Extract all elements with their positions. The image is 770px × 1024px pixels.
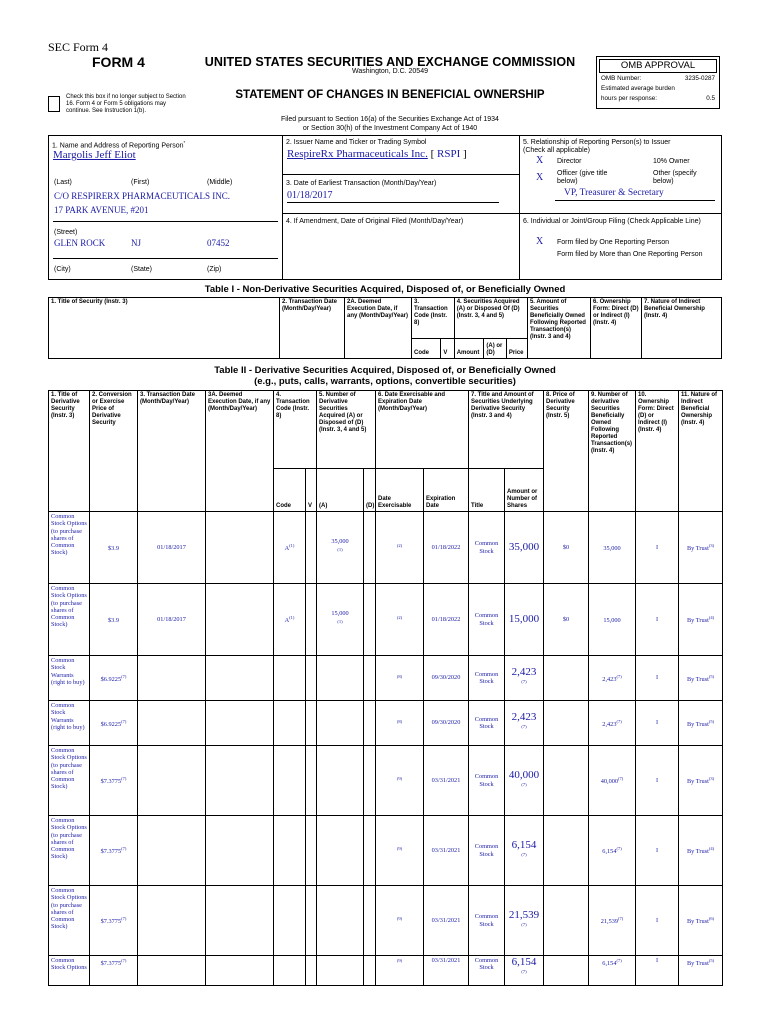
disposed-amount	[364, 584, 376, 656]
city-divider	[53, 258, 278, 259]
filing-type-box	[519, 213, 722, 280]
footnote-ref[interactable]: (7)	[521, 851, 527, 857]
table2-title-line-2: (e.g., puts, calls, warrants, options, convertible securities)	[254, 376, 516, 387]
nature-of-ownership	[679, 584, 723, 656]
acquired-amount	[317, 656, 364, 701]
table-row	[49, 956, 723, 986]
footnote-ref[interactable]: (5)	[708, 673, 715, 679]
expiration-date: 03/31/2021	[424, 956, 469, 986]
middle-label: (Middle)	[207, 179, 233, 186]
date-exercisable	[376, 512, 424, 584]
omb-burden-row	[601, 85, 715, 92]
table2-body	[49, 512, 723, 986]
v-cell	[306, 584, 317, 656]
derivative-security-title-link[interactable]: Common Stock Options (to purchase shares of Common Stock)	[51, 585, 87, 629]
underlying-amount: 2,423 $^{(7)}$	[505, 656, 544, 701]
disposed-amount	[364, 746, 376, 816]
conversion-price: $3.9	[90, 584, 138, 656]
amendment-label: 4. If Amendment, Date of Original Filed (Month/Day/Year)	[286, 218, 464, 225]
t2-header-conversion: 2. Conversion or Exercise Price of Derivative Security	[90, 391, 138, 512]
zip-label: (Zip)	[207, 266, 222, 273]
owned-following: 15,000	[589, 584, 636, 656]
t2-header-ownership-form: 10. Ownership Form: Direct (D) or Indirect (I) (Instr. 4)	[636, 391, 679, 512]
acquired-amount	[317, 816, 364, 886]
t1-header-deemed: 2A. Deemed Execution Date, if any (Month/Day/Year)	[345, 298, 412, 359]
t2-header-v: V	[306, 469, 317, 512]
city-label: (City)	[54, 266, 71, 273]
other-label: Other (specify below)	[653, 170, 697, 185]
disposed-amount	[364, 956, 376, 986]
underlying-title: Common Stock	[469, 886, 505, 956]
transaction-code	[274, 656, 306, 701]
underlying-title: Common Stock	[469, 816, 505, 886]
footnote-ref[interactable]: (1)	[289, 543, 295, 549]
ownership-form: I	[636, 886, 679, 956]
amendment-box	[282, 213, 520, 280]
footnote-ref[interactable]: (7)	[616, 846, 622, 852]
derivative-security-title	[49, 886, 90, 956]
underlying-title: Common Stock	[469, 746, 505, 816]
derivative-security-title-link[interactable]: Common Stock Options (to purchase shares of Common Stock)	[51, 887, 87, 931]
date-exercisable	[376, 584, 424, 656]
acquired-amount	[317, 956, 364, 986]
owned-following: 6,154$^{(7)}$	[589, 816, 636, 886]
issuer-label: 2. Issuer Name and Ticker or Trading Symbol	[286, 139, 427, 146]
t2-header-a: (A)	[317, 469, 364, 512]
deemed-date	[206, 816, 274, 886]
relationship-label: 5. Relationship of Reporting Person(s) to Issuer	[523, 139, 671, 146]
conversion-price: $3.9	[90, 512, 138, 584]
t2-header-deemed: 3A. Deemed Execution Date, if any (Month/Day/Year)	[206, 391, 274, 512]
footnote-ref[interactable]: (7)	[121, 958, 127, 963]
v-cell	[306, 886, 317, 956]
officer-title: VP, Treasurer & Secretary	[564, 188, 664, 198]
transaction-date	[138, 701, 206, 746]
footnote-ref[interactable]: (1)	[289, 615, 295, 621]
derivative-security-title	[49, 512, 90, 584]
v-cell	[306, 746, 317, 816]
t1-header-ownership-form: 6. Ownership Form: Direct (D) or Indirect (I) (Instr. 4)	[590, 298, 641, 359]
expiration-date: 03/31/2021	[424, 886, 469, 956]
deemed-date	[206, 701, 274, 746]
t2-header-exercisable: 6. Date Exercisable and Expiration Date (Month/Day/Year)	[376, 391, 469, 469]
derivative-price	[544, 701, 589, 746]
footnote-ref[interactable]: (9)	[396, 846, 403, 852]
derivative-security-title	[49, 584, 90, 656]
underlying-title: Common Stock	[469, 656, 505, 701]
v-cell	[306, 701, 317, 746]
agency-title: UNITED STATES SECURITIES AND EXCHANGE COMMISSION	[204, 55, 576, 69]
reporting-person-box	[48, 135, 283, 280]
one-person-label: Form filed by One Reporting Person	[557, 239, 670, 246]
statement-title: STATEMENT OF CHANGES IN BENEFICIAL OWNERSHIP	[235, 89, 545, 101]
derivative-security-title	[49, 701, 90, 746]
expiration-date: 03/31/2021	[424, 746, 469, 816]
t2-header-date-exercisable: Date Exercisable	[376, 469, 424, 512]
ownership-form: I	[636, 656, 679, 701]
conversion-price: $7.3775$^{(7)}$	[90, 886, 138, 956]
footnote-ref[interactable]: (7)	[121, 846, 127, 852]
earliest-transaction-box	[282, 174, 520, 214]
t2-header-expiration: Expiration Date	[424, 469, 469, 512]
t1-header-code-sub: Code	[412, 339, 441, 359]
filed-line-2: or Section 30(h) of the Investment Company Act of 1940	[302, 125, 478, 132]
state-value: NJ	[131, 238, 142, 248]
omb-number-row	[601, 75, 715, 82]
footnote-ref[interactable]: (7)	[121, 776, 127, 782]
t2-header-owned: 9. Number of derivative Securities Beneficially Owned Following Reported Transaction(s) (Instr. 4)	[589, 391, 636, 512]
last-label: (Last)	[54, 179, 72, 186]
deemed-date	[206, 956, 274, 986]
ownership-form: I	[636, 956, 679, 986]
nature-of-ownership-link[interactable]: By Trust	[686, 918, 709, 926]
street-divider	[53, 221, 278, 222]
nature-of-ownership-link[interactable]: By Trust	[686, 675, 709, 683]
disposed-amount	[364, 701, 376, 746]
nature-of-ownership-link[interactable]: By Trust	[686, 848, 709, 856]
t1-header-v: V	[441, 339, 454, 359]
deemed-date	[206, 512, 274, 584]
table2-title-line-1: Table II - Derivative Securities Acquired, Disposed of, or Beneficially Owned	[214, 365, 556, 376]
table1	[48, 297, 722, 359]
filed-pursuant-text	[230, 115, 550, 133]
t1-header-amount: Amount	[454, 339, 484, 359]
issuer-box	[282, 135, 520, 175]
derivative-security-title	[49, 816, 90, 886]
conversion-price: $6.9225$^{(7)}$	[90, 656, 138, 701]
v-cell	[306, 656, 317, 701]
footnote-ref[interactable]: (7)	[616, 673, 622, 679]
earliest-transaction-label: 3. Date of Earliest Transaction (Month/Day/Year)	[286, 180, 437, 187]
derivative-price	[544, 656, 589, 701]
table-row	[49, 816, 723, 886]
table-row	[49, 584, 723, 656]
derivative-price: $0	[544, 584, 589, 656]
t1-header-date: 2. Transaction Date (Month/Day/Year)	[280, 298, 345, 359]
footnote-ref[interactable]: (8)	[396, 673, 403, 679]
reporting-person-name[interactable]: Margolis Jeff Eliot	[53, 149, 136, 161]
relationship-box	[519, 135, 722, 214]
director-mark[interactable]: X	[536, 155, 544, 166]
footnote-ref[interactable]: (6)	[708, 916, 715, 922]
more-person-label: Form filed by More than One Reporting Person	[557, 251, 703, 258]
footnote-ref[interactable]: (3)	[708, 543, 715, 549]
ten-percent-owner-label: 10% Owner	[653, 158, 690, 165]
ownership-form: I	[636, 746, 679, 816]
underlying-title: Common Stock	[469, 701, 505, 746]
t1-header-code: 3. Transaction Code (Instr. 8)	[412, 298, 455, 339]
table-row	[49, 656, 723, 701]
footnote-ref[interactable]: (1)	[337, 618, 343, 624]
disposed-amount	[364, 512, 376, 584]
footnote-ref[interactable]: (9)	[396, 776, 403, 782]
footnote-ref[interactable]: (7)	[521, 969, 527, 974]
t1-header-title: 1. Title of Security (Instr. 3)	[49, 298, 280, 359]
t2-header-date: 3. Transaction Date (Month/Day/Year)	[138, 391, 206, 512]
underlying-title: Common Stock	[469, 956, 505, 986]
first-label: (First)	[131, 179, 150, 186]
street-label: (Street)	[54, 229, 78, 236]
footnote-ref[interactable]: (9)	[396, 916, 403, 922]
ownership-form: I	[636, 512, 679, 584]
transaction-code	[274, 816, 306, 886]
deemed-date	[206, 656, 274, 701]
footnote-ref[interactable]: (7)	[121, 718, 127, 724]
acquired-amount: 35,000 $^{(1)}$	[317, 512, 364, 584]
director-label: Director	[557, 158, 582, 165]
transaction-date	[138, 656, 206, 701]
t1-header-securities: 4. Securities Acquired (A) or Disposed Of (D) (Instr. 3, 4 and 5)	[454, 298, 527, 339]
date-underline	[287, 202, 499, 203]
omb-number-label: OMB Number:	[601, 75, 642, 82]
sec-form-label: SEC Form 4	[48, 40, 109, 54]
footnote-ref[interactable]: (2)	[396, 615, 403, 621]
omb-title: OMB APPROVAL	[599, 59, 717, 73]
table2	[48, 390, 723, 986]
acquired-amount	[317, 886, 364, 956]
footnote-ref[interactable]: (7)	[521, 724, 527, 730]
filing-type-label: 6. Individual or Joint/Group Filing (Check Applicable Line)	[523, 218, 701, 225]
owned-following: 21,539$^{(7)}$	[589, 886, 636, 956]
one-person-mark[interactable]: X	[536, 236, 544, 247]
footnote-ref[interactable]: (9)	[396, 958, 403, 963]
owned-following: 6,154$^{(7)}$	[589, 956, 636, 986]
table1-title: Table I - Non-Derivative Securities Acquired, Disposed of, or Beneficially Owned	[204, 284, 566, 295]
form-title: FORM 4	[92, 54, 145, 70]
conversion-price: $7.3775$^{(7)}$	[90, 746, 138, 816]
derivative-security-title-link[interactable]: Common Stock Options (to purchase shares of Common Stock)	[51, 817, 87, 861]
table-row	[49, 512, 723, 584]
footnote-ref[interactable]: (3)	[708, 776, 715, 782]
underlying-amount: 6,154 $^{(7)}$	[505, 956, 544, 986]
agency-subtitle: Washington, D.C. 20549	[351, 68, 428, 75]
acquired-amount	[317, 746, 364, 816]
issuer-name[interactable]: RespireRx Pharmaceuticals Inc.	[287, 148, 428, 160]
officer-mark[interactable]: X	[536, 172, 544, 183]
t1-header-nature: 7. Nature of Indirect Beneficial Ownership (Instr. 4)	[641, 298, 721, 359]
transaction-code: $A^{(1)}$	[274, 512, 306, 584]
derivative-security-title-link[interactable]: Common Stock Options (to purchase shares of Common Stock)	[51, 513, 87, 557]
ownership-form: I	[636, 816, 679, 886]
t2-header-title-sub: Title	[469, 469, 505, 512]
derivative-price	[544, 886, 589, 956]
footnote-ref[interactable]: (7)	[521, 679, 527, 685]
transaction-date	[138, 816, 206, 886]
footnote-ref[interactable]: (7)	[521, 781, 527, 787]
derivative-security-title-link[interactable]: Common Stock Options (to purchase shares of Common Stock)	[51, 747, 87, 791]
underlying-amount: 6,154 $^{(7)}$	[505, 816, 544, 886]
transaction-code	[274, 886, 306, 956]
underlying-amount: 21,539 $^{(7)}$	[505, 886, 544, 956]
footnote-ref[interactable]: (7)	[618, 916, 624, 922]
conversion-price: $7.3775$^{(7)}$	[90, 816, 138, 886]
footnote-ref[interactable]: (7)	[618, 776, 624, 782]
transaction-code	[274, 746, 306, 816]
filed-line-1: Filed pursuant to Section 16(a) of the Securities Exchange Act of 1934	[281, 116, 499, 123]
v-cell	[306, 512, 317, 584]
transaction-date	[138, 746, 206, 816]
date-exercisable	[376, 886, 424, 956]
state-label: (State)	[131, 266, 153, 273]
nature-of-ownership	[679, 886, 723, 956]
footnote-ref[interactable]: (4)	[708, 846, 715, 852]
disposed-amount	[364, 656, 376, 701]
owned-following: 40,000$^{(7)}$	[589, 746, 636, 816]
footnote-ref[interactable]: (7)	[616, 958, 622, 963]
footnote-ref[interactable]: (8)	[396, 718, 403, 724]
v-cell	[306, 956, 317, 986]
date-exercisable	[376, 701, 424, 746]
reporting-person-label: 1. Name and Address of Reporting Person*	[52, 140, 186, 150]
date-exercisable	[376, 956, 424, 986]
underlying-amount: 2,423 $^{(7)}$	[505, 701, 544, 746]
nature-of-ownership-link[interactable]: By Trust	[686, 720, 709, 728]
derivative-price	[544, 746, 589, 816]
derivative-security-title	[49, 956, 90, 986]
nature-of-ownership-link[interactable]: By Trust	[686, 960, 709, 968]
address-line-2: 17 PARK AVENUE, #201	[54, 205, 149, 215]
t2-header-d: (D)	[364, 469, 376, 512]
derivative-security-title-link[interactable]: Common Stock Warrants (right to buy)	[51, 657, 85, 686]
disposed-amount	[364, 886, 376, 956]
nature-of-ownership	[679, 656, 723, 701]
transaction-code	[274, 956, 306, 986]
underlying-title: Common Stock	[469, 512, 505, 584]
table-row	[49, 886, 723, 956]
omb-hours: 0.5	[706, 95, 715, 102]
officer-label: Officer (give title below)	[557, 170, 608, 185]
issuer-name-line: RespireRx Pharmaceuticals Inc. [ RSPI ]	[287, 148, 467, 160]
no-longer-subject-checkbox[interactable]	[48, 96, 60, 112]
t2-header-title: 1. Title of Derivative Security (Instr. 3)	[49, 391, 90, 512]
footnote-ref[interactable]: (4)	[708, 615, 715, 621]
t2-header-code-sub: Code	[274, 469, 306, 512]
t1-header-aord: (A) or (D)	[484, 339, 506, 359]
conversion-price: $6.9225$^{(7)}$	[90, 701, 138, 746]
expiration-date: 09/30/2020	[424, 656, 469, 701]
issuer-ticker: RSPI	[437, 148, 461, 160]
city-value: GLEN ROCK	[54, 238, 106, 248]
owned-following: 2,423$^{(7)}$	[589, 656, 636, 701]
t2-header-price: 8. Price of Derivative Security (Instr. 5)	[544, 391, 589, 512]
date-exercisable	[376, 656, 424, 701]
disposed-amount	[364, 816, 376, 886]
footnote-ref[interactable]: (7)	[616, 718, 622, 724]
t2-header-underlying: 7. Title and Amount of Securities Underlying Derivative Security (Instr. 3 and 4)	[469, 391, 544, 469]
underlying-amount: 15,000	[505, 584, 544, 656]
omb-approval-box	[596, 56, 720, 109]
ownership-form: I	[636, 584, 679, 656]
expiration-date: 09/30/2020	[424, 701, 469, 746]
date-exercisable	[376, 746, 424, 816]
transaction-code: $A^{(1)}$	[274, 584, 306, 656]
relationship-sublabel: (Check all applicable)	[523, 147, 590, 154]
footnote-ref[interactable]: (7)	[121, 916, 127, 922]
nature-of-ownership-link[interactable]: By Trust	[686, 778, 709, 786]
v-cell	[306, 816, 317, 886]
t1-header-amount-owned: 5. Amount of Securities Beneficially Owned Following Reported Transaction(s) (Instr. 3 and 4)	[527, 298, 590, 359]
underlying-amount: 35,000	[505, 512, 544, 584]
checkbox-label: Check this box if no longer subject to Section 16. Form 4 or Form 5 obligations may continue. See Instruction 1(b).	[66, 94, 186, 114]
footnote-ref[interactable]: (7)	[121, 673, 127, 679]
underlying-title: Common Stock	[469, 584, 505, 656]
nature-of-ownership-link[interactable]: By Trust	[686, 545, 709, 553]
transaction-date	[138, 886, 206, 956]
transaction-date: 01/18/2017	[138, 512, 206, 584]
owned-following: 2,423$^{(7)}$	[589, 701, 636, 746]
t2-header-nature: 11. Nature of Indirect Beneficial Ownership (Instr. 4)	[679, 391, 723, 512]
expiration-date: 03/31/2021	[424, 816, 469, 886]
date-exercisable	[376, 816, 424, 886]
officer-title-underline	[555, 200, 715, 201]
table-row	[49, 746, 723, 816]
nature-of-ownership	[679, 512, 723, 584]
derivative-security-title-link[interactable]: Common Stock Options	[51, 957, 87, 972]
omb-number: 3235-0287	[684, 75, 715, 82]
nature-of-ownership	[679, 746, 723, 816]
transaction-date	[138, 956, 206, 986]
derivative-security-title	[49, 746, 90, 816]
owned-following: 35,000	[589, 512, 636, 584]
footnote-ref[interactable]: (7)	[521, 921, 527, 927]
acquired-amount: 15,000 $^{(1)}$	[317, 584, 364, 656]
t2-header-number: 5. Number of Derivative Securities Acquired (A) or Disposed of (D) (Instr. 3, 4 and 5)	[317, 391, 376, 469]
deemed-date	[206, 886, 274, 956]
omb-hours-label: hours per response:	[601, 95, 658, 102]
conversion-price: $7.3775$^{(7)}$	[90, 956, 138, 986]
deemed-date	[206, 746, 274, 816]
zip-value: 07452	[207, 238, 230, 248]
nature-of-ownership	[679, 816, 723, 886]
transaction-date: 01/18/2017	[138, 584, 206, 656]
underlying-amount: 40,000 $^{(7)}$	[505, 746, 544, 816]
derivative-security-title-link[interactable]: Common Stock Warrants (right to buy)	[51, 702, 85, 731]
derivative-price	[544, 816, 589, 886]
t2-header-code: 4. Transaction Code (Instr. 8)	[274, 391, 317, 469]
derivative-security-title	[49, 656, 90, 701]
acquired-amount	[317, 701, 364, 746]
expiration-date: 01/18/2022	[424, 584, 469, 656]
omb-burden-label: Estimated average burden	[601, 85, 675, 92]
ownership-form: I	[636, 701, 679, 746]
footnote-ref[interactable]: (5)	[708, 718, 715, 724]
nature-of-ownership-link[interactable]: By Trust	[686, 617, 709, 625]
nature-of-ownership	[679, 956, 723, 986]
footnote-ref[interactable]: (5)	[708, 958, 715, 963]
transaction-code	[274, 701, 306, 746]
earliest-transaction-date: 01/18/2017	[287, 190, 333, 201]
table-row	[49, 701, 723, 746]
footnote-ref[interactable]: (2)	[396, 543, 403, 549]
derivative-price	[544, 956, 589, 986]
footnote-ref[interactable]: (1)	[337, 546, 343, 552]
expiration-date: 01/18/2022	[424, 512, 469, 584]
table2-title	[48, 365, 722, 387]
derivative-price: $0	[544, 512, 589, 584]
address-line-1: C/O RESPIRERX PHARMACEUTICALS INC.	[54, 191, 231, 201]
nature-of-ownership	[679, 701, 723, 746]
t2-header-amount: Amount or Number of Shares	[505, 469, 544, 512]
deemed-date	[206, 584, 274, 656]
t1-header-price: Price	[506, 339, 527, 359]
omb-hours-row	[601, 95, 715, 102]
